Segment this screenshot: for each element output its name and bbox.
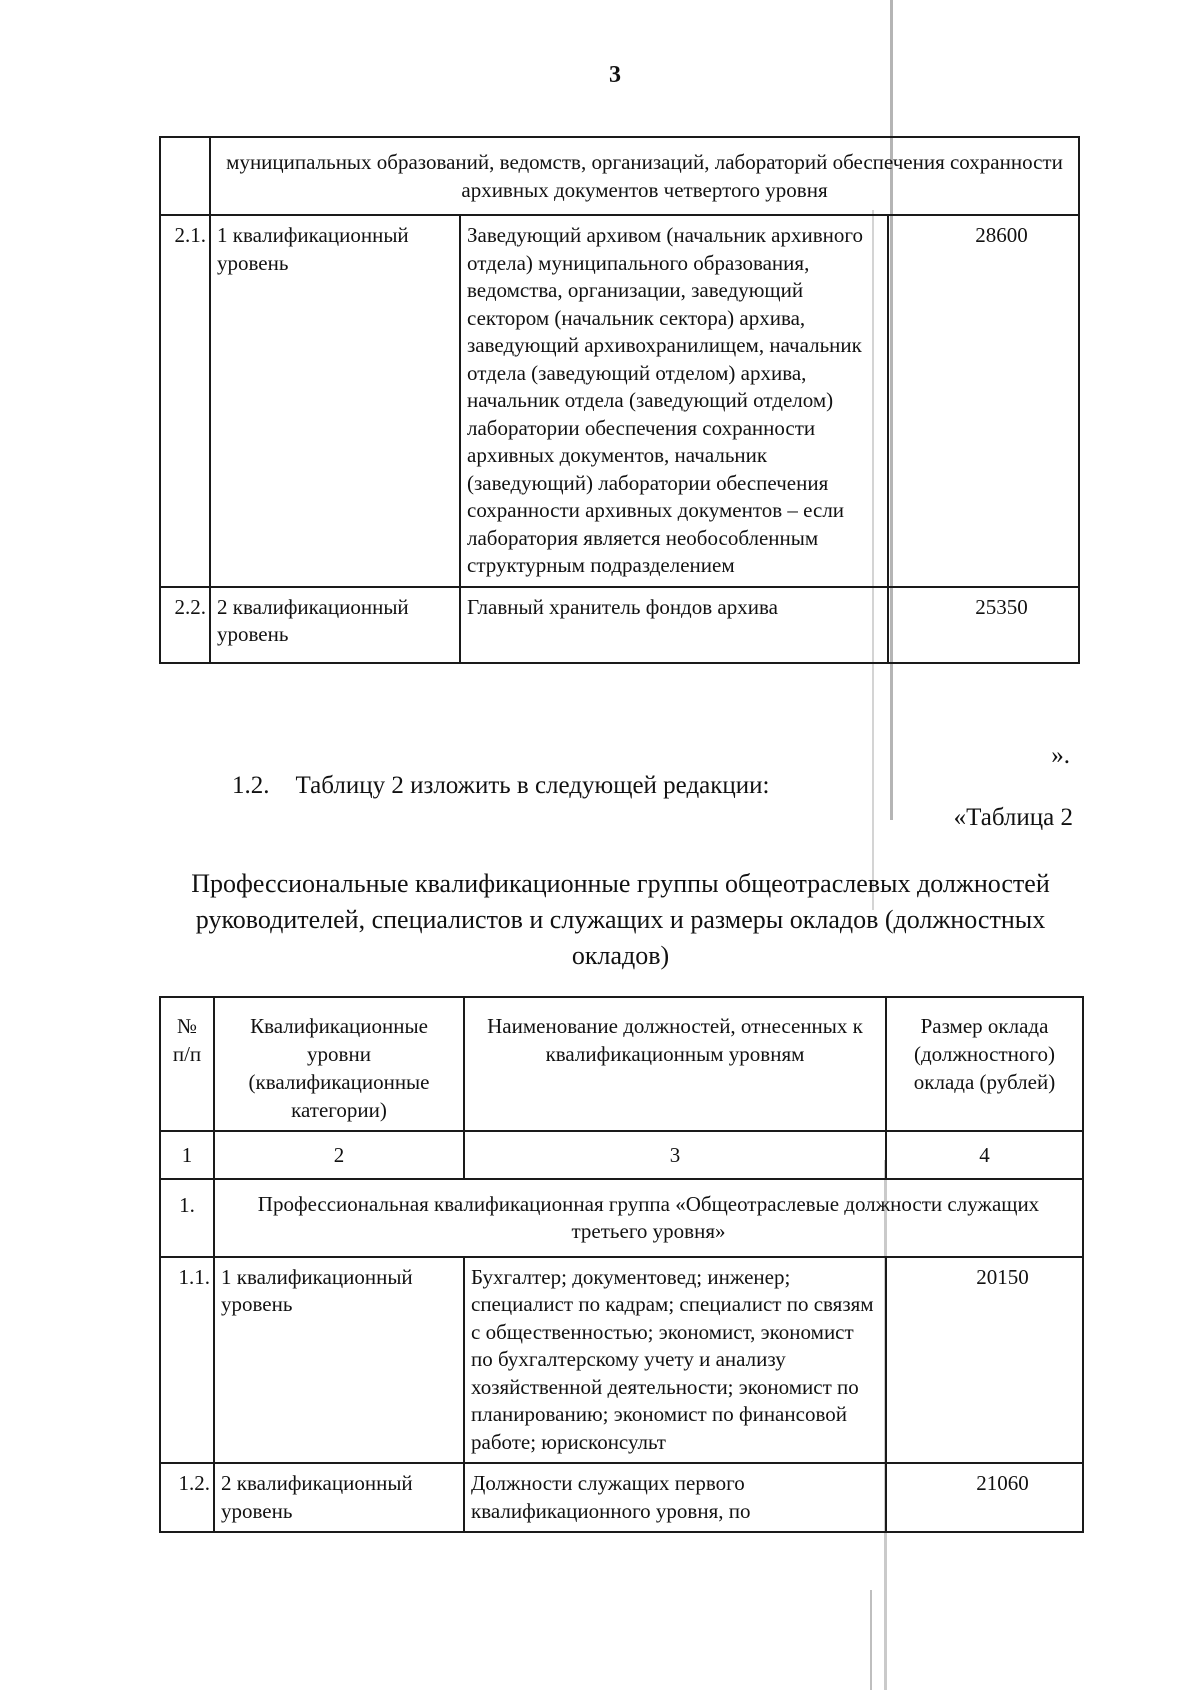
row-number: 2.2. [160, 587, 210, 663]
header-salary: Размер оклада (должностного) оклада (рублей) [886, 997, 1083, 1131]
salary-value: 20150 [976, 1264, 1029, 1289]
positions-table [159, 996, 1084, 1533]
positions-table-continued [159, 136, 1080, 664]
row-number: 2.1. [160, 215, 210, 587]
table-caption: «Таблица 2 [953, 804, 1073, 831]
table-row [160, 1463, 1083, 1532]
instruction-text: Таблицу 2 изложить в следующей редакции: [295, 772, 770, 799]
header-positions: Наименование должностей, отнесенных к квалификационным уровням [464, 997, 886, 1131]
column-number: 1 [160, 1131, 214, 1179]
column-number: 4 [886, 1131, 1083, 1179]
salary-amount [888, 215, 1079, 587]
table-row [160, 1257, 1083, 1464]
salary-amount [886, 1463, 1083, 1532]
qualification-level: 2 квалификационный уровень [210, 587, 460, 663]
closing-quote: ». [1051, 742, 1070, 769]
table-header-row [160, 997, 1083, 1131]
position-names: Главный хранитель фондов архива [460, 587, 888, 663]
table-row [160, 1179, 1083, 1257]
position-names: Бухгалтер; документовед; инженер; специалист по кадрам; специалист по связям с общественностью; экономист, экономист по бухгалтерскому учету и анализу хозяйственной деятельности; экономист по планированию; экономист по финансовой работе; юрисконсульт [464, 1257, 886, 1464]
qualification-level: 1 квалификационный уровень [214, 1257, 464, 1464]
table-row [160, 215, 1079, 587]
qualification-level: 1 квалификационный уровень [210, 215, 460, 587]
salary-value: 28600 [975, 223, 1028, 247]
column-number-row [160, 1131, 1083, 1179]
group-header-cell: Профессиональная квалификационная группа «Общеотраслевые должности служащих третьего уровня» [214, 1179, 1083, 1257]
qualification-level: 2 квалификационный уровень [214, 1463, 464, 1532]
salary-value: 25350 [975, 594, 1028, 619]
column-number: 2 [214, 1131, 464, 1179]
row-number: 1.1. [160, 1257, 214, 1464]
row-number: 1.2. [160, 1463, 214, 1532]
header-number: № п/п [160, 997, 214, 1131]
column-number: 3 [464, 1131, 886, 1179]
position-names: Заведующий архивом (начальник архивного отдела) муниципального образования, ведомства, организации, заведующий сектором (начальник сектора) архива, заведующий архивохранилищем, начальник отдела (заведующий отделом) архива, начальник отдела (заведующий отделом) лаборатории обеспечения сохранности архивных документов, начальник (заведующий) лаборатории обеспечения сохранности архивных документов – если лаборатория является необособленным структурным подразделением [460, 215, 888, 587]
table-row [160, 587, 1079, 663]
header-level: Квалификационные уровни (квалификационные категории) [214, 997, 464, 1131]
group-number: 1. [160, 1179, 214, 1257]
table-row [160, 137, 1079, 215]
scan-artifact [870, 1590, 872, 1690]
instruction-number: 1.2. [232, 772, 270, 799]
page-number: 3 [609, 62, 621, 88]
table-title: Профессиональные квалификационные группы общеотраслевых должностей руководителей, специалистов и служащих и размеры окладов (должностных окладов) [191, 869, 1050, 970]
salary-amount [886, 1257, 1083, 1464]
table-cell [160, 137, 210, 215]
salary-amount [888, 587, 1079, 663]
amendment-instruction [232, 772, 770, 800]
salary-value: 21060 [976, 1471, 1029, 1495]
group-header-cell: муниципальных образований, ведомств, организаций, лабораторий обеспечения сохранности архивных документов четвертого уровня [210, 137, 1079, 215]
position-names: Должности служащих первого квалификационного уровня, по [464, 1463, 886, 1532]
